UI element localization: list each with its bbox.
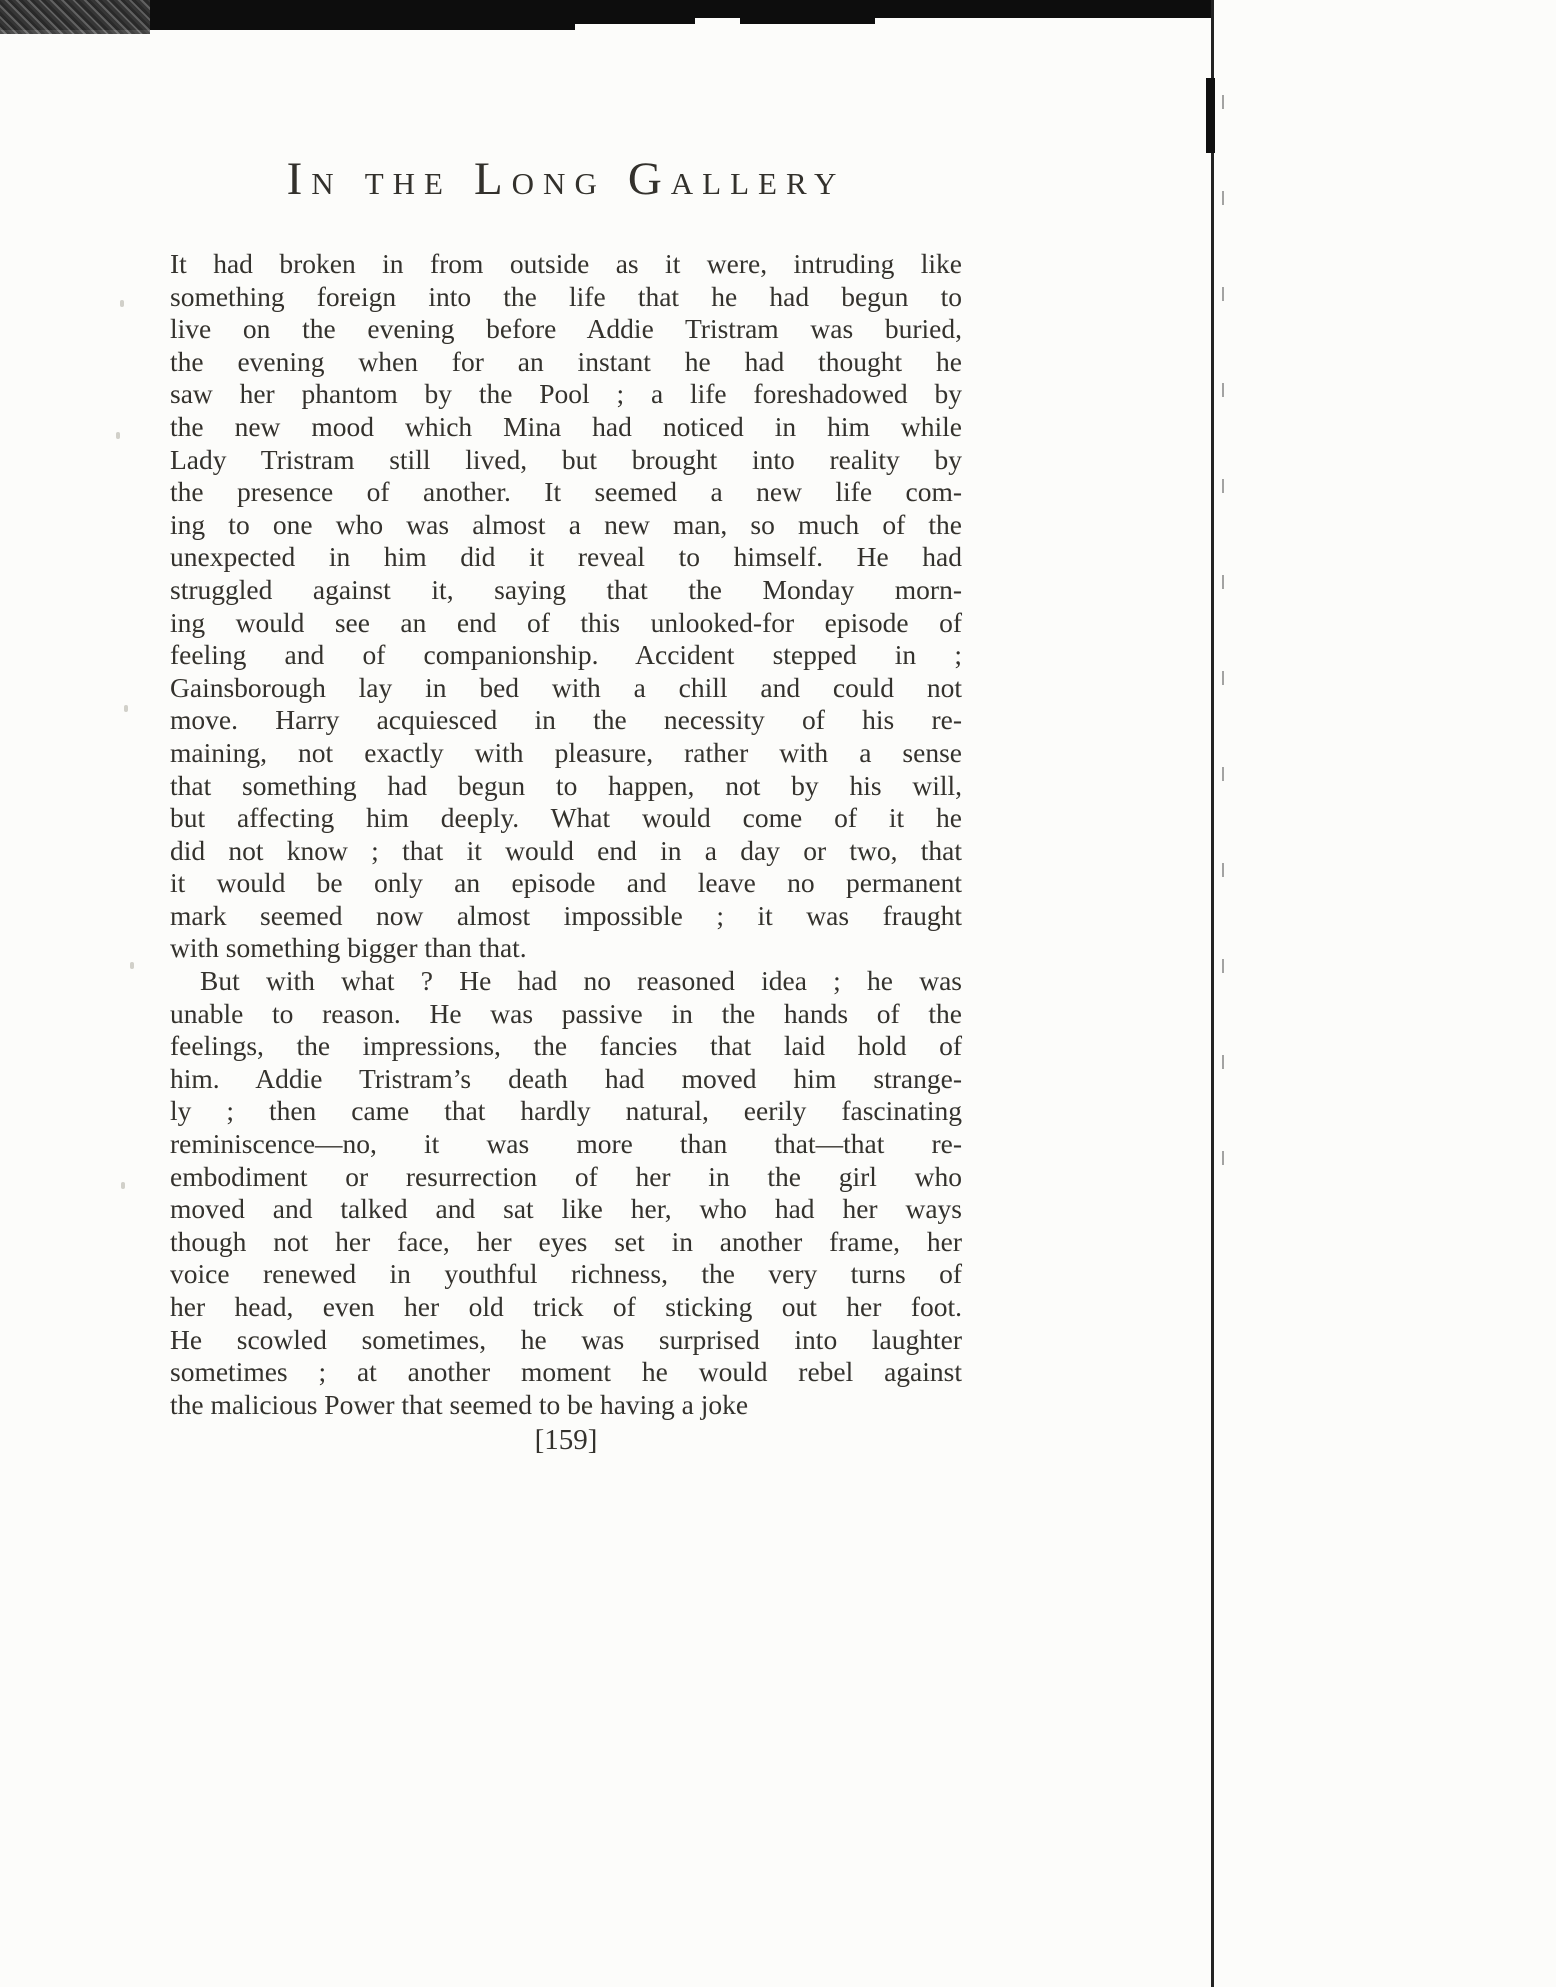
scan-artifact-halftone-texture: [0, 0, 150, 34]
text-line: unable to reason. He was passive in the hands of the: [170, 997, 962, 1029]
title-letter-large: I: [286, 153, 312, 205]
scan-speck: [121, 1182, 125, 1189]
page-footer: [170, 1424, 962, 1457]
title-letters-small: ALLERY: [670, 166, 846, 201]
scan-artifact-top-bar-ragged-edge: [575, 18, 875, 24]
text-line: the new mood which Mina had noticed in him while: [170, 410, 962, 442]
paragraph: [170, 248, 962, 965]
text-line: But with what ? He had no reasoned idea ; he was: [200, 965, 962, 997]
scan-artifact-right-heavy-mark: [1206, 78, 1215, 153]
text-line: reminiscence—no, it was more than that—that re-: [170, 1128, 962, 1160]
scan-speck: [116, 432, 120, 439]
text-line: the presence of another. It seemed a new life com-: [170, 476, 962, 508]
title-letter-large: L: [473, 153, 512, 205]
scan-artifact-right-dashes: [1222, 95, 1224, 1245]
title-letters-small: N: [311, 166, 343, 201]
text-line: though not her face, her eyes set in another frame, her: [170, 1225, 962, 1257]
text-line: mark seemed now almost impossible ; it was fraught: [170, 899, 962, 931]
text-line: something foreign into the life that he had begun to: [170, 280, 962, 312]
text-line: move. Harry acquiesced in the necessity of his re-: [170, 704, 962, 736]
text-line: ly ; then came that hardly natural, eerily fascinating: [170, 1095, 962, 1127]
text-line: it would be only an episode and leave no permanent: [170, 867, 962, 899]
title-word: [473, 153, 606, 205]
text-line: the evening when for an instant he had thought he: [170, 345, 962, 377]
text-line: ing would see an end of this unlooked-for episode of: [170, 606, 962, 638]
text-line: It had broken in from outside as it were, intruding like: [170, 248, 962, 279]
text-line: saw her phantom by the Pool ; a life foreshadowed by: [170, 378, 962, 410]
text-line: unexpected in him did it reveal to himself. He had: [170, 541, 962, 573]
text-line: Lady Tristram still lived, but brought into reality by: [170, 443, 962, 475]
text-line: moved and talked and sat like her, who had her ways: [170, 1193, 962, 1225]
title-word: [365, 165, 452, 201]
text-line: feeling and of companionship. Accident stepped in ;: [170, 639, 962, 671]
text-line: He scowled sometimes, he was surprised into laughter: [170, 1323, 962, 1355]
text-line: ing to one who was almost a new man, so much of the: [170, 508, 962, 540]
text-line: voice renewed in youthful richness, the very turns of: [170, 1258, 962, 1290]
text-line: that something had begun to happen, not by his will,: [170, 769, 962, 801]
scan-speck: [120, 300, 124, 307]
scan-speck: [130, 962, 134, 969]
text-line: sometimes ; at another moment he would rebel against: [170, 1356, 962, 1388]
title-letter-large: G: [627, 153, 671, 205]
text-block: [170, 248, 962, 1421]
scan-speck: [124, 705, 128, 712]
title-word: [627, 153, 846, 205]
text-line: but affecting him deeply. What would come of it he: [170, 802, 962, 834]
title-word: [286, 153, 343, 205]
paragraph: [170, 965, 962, 1421]
text-line: him. Addie Tristram’s death had moved him strange-: [170, 1062, 962, 1094]
scan-artifact-right-vertical-line: [1211, 0, 1214, 1987]
title-letters-small: THE: [364, 166, 452, 201]
text-line: maining, not exactly with pleasure, rather with a sense: [170, 736, 962, 768]
title-letters-small: ONG: [511, 166, 606, 201]
text-line: the malicious Power that seemed to be having a joke: [170, 1388, 749, 1420]
text-line: Gainsborough lay in bed with a chill and could not: [170, 671, 962, 703]
page-title: [150, 150, 982, 213]
page-number: [159]: [534, 1424, 598, 1456]
text-line: feelings, the impressions, the fancies that laid hold of: [170, 1030, 962, 1062]
text-line: with something bigger than that.: [170, 932, 527, 964]
text-line: live on the evening before Addie Tristram was buried,: [170, 313, 962, 345]
text-line: struggled against it, saying that the Monday morn-: [170, 573, 962, 605]
text-line: her head, even her old trick of sticking out her foot.: [170, 1291, 962, 1322]
text-line: embodiment or resurrection of her in the girl who: [170, 1160, 962, 1192]
text-line: did not know ; that it would end in a day or two, that: [170, 834, 962, 866]
